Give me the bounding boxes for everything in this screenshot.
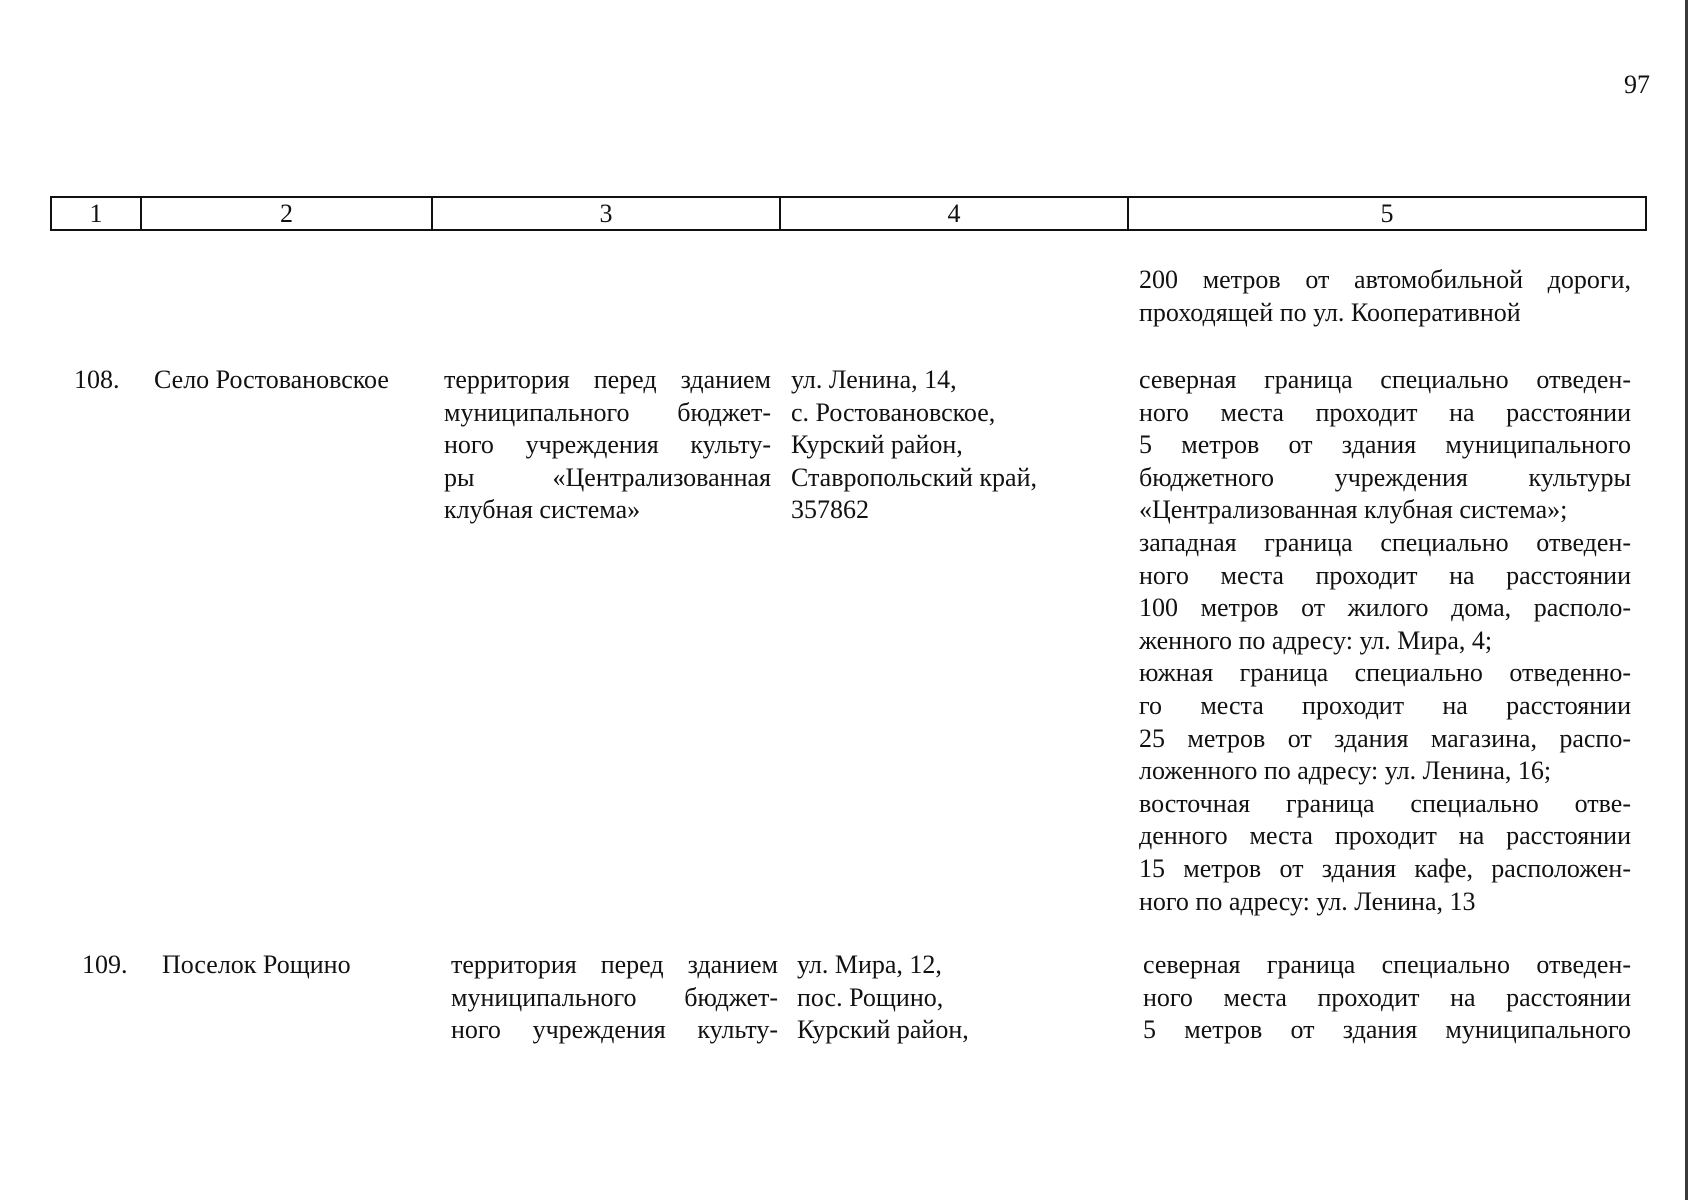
text-line: 25 метров от здания магазина, распо- (1139, 723, 1631, 753)
text-line: ного учреждения культу- (451, 1015, 778, 1045)
address (791, 364, 1037, 527)
text-line: ного по адресу: ул. Ленина, 13 (1139, 886, 1476, 916)
text-line: ложенного по адресу: ул. Ленина, 16; (1139, 756, 1552, 786)
text-line: пос. Рощино, (797, 982, 944, 1012)
text-line: 100 метров от жилого дома, располо- (1139, 593, 1631, 623)
row-number: 109. (82, 950, 128, 979)
text-line: ного места проходит на расстоянии (1139, 560, 1631, 590)
text-line: муниципального бюджет- (444, 397, 771, 427)
column-header-3: 3 (432, 197, 780, 230)
settlement-name: Поселок Рощино (162, 950, 351, 979)
text-line: 5 метров от здания муниципального (1139, 430, 1631, 460)
text-line: «Централизованная клубная система»; (1139, 495, 1568, 525)
page-edge (1685, 0, 1688, 1200)
address (797, 949, 969, 1047)
text-line: ного места проходит на расстоянии (1143, 982, 1631, 1012)
text-line: ного места проходит на расстоянии (1139, 397, 1631, 427)
text-line: бюджетного учреждения культуры (1139, 462, 1631, 492)
text-line: ул. Ленина, 14, (791, 365, 957, 394)
text-line: Ставропольский край, (791, 462, 1037, 492)
text-line: Курский район, (797, 1015, 969, 1045)
text-line: территория перед зданием (444, 365, 771, 394)
text-line: южная граница специально отведенно- (1139, 658, 1631, 688)
column-header-5: 5 (1128, 197, 1646, 230)
text-line: женного по адресу: ул. Мира, 4; (1139, 625, 1493, 655)
column-header-4: 4 (780, 197, 1128, 230)
boundary-description (1143, 949, 1631, 1047)
text-line: ного учреждения культу- (444, 430, 771, 460)
text-line: проходящей по ул. Кооперативной (1139, 297, 1521, 327)
column-header-1: 1 (51, 197, 141, 230)
text-line: восточная граница специально отве- (1139, 788, 1631, 818)
text-line: Курский район, (791, 430, 963, 460)
text-line: 200 метров от автомобильной дороги, (1139, 265, 1631, 294)
continuation-description (1139, 264, 1631, 329)
settlement-name: Село Ростовановское (154, 365, 389, 394)
page-number: 97 (1624, 70, 1650, 99)
boundary-description (1139, 364, 1631, 918)
text-line: муниципального бюджет- (451, 982, 778, 1012)
text-line: западная граница специально отведен- (1139, 527, 1631, 557)
text-line: ул. Мира, 12, (797, 950, 942, 979)
territory-description (444, 364, 771, 527)
text-line: территория перед зданием (451, 950, 778, 979)
text-line: с. Ростовановское, (791, 397, 996, 427)
text-line: 15 метров от здания кафе, расположен- (1139, 853, 1631, 883)
text-line: денного места проходит на расстоянии (1139, 821, 1631, 851)
column-number-header (50, 196, 1647, 231)
column-header-2: 2 (141, 197, 432, 230)
text-line: клубная система» (444, 495, 641, 525)
territory-description (451, 949, 778, 1047)
text-line: северная граница специально отведен- (1143, 950, 1631, 979)
text-line: северная граница специально отведен- (1139, 365, 1631, 394)
text-line: 357862 (791, 495, 869, 525)
row-number: 108. (74, 365, 120, 394)
text-line: ры «Централизованная (444, 462, 771, 492)
text-line: 5 метров от здания муниципального (1143, 1015, 1631, 1045)
text-line: го места проходит на расстоянии (1139, 690, 1631, 720)
